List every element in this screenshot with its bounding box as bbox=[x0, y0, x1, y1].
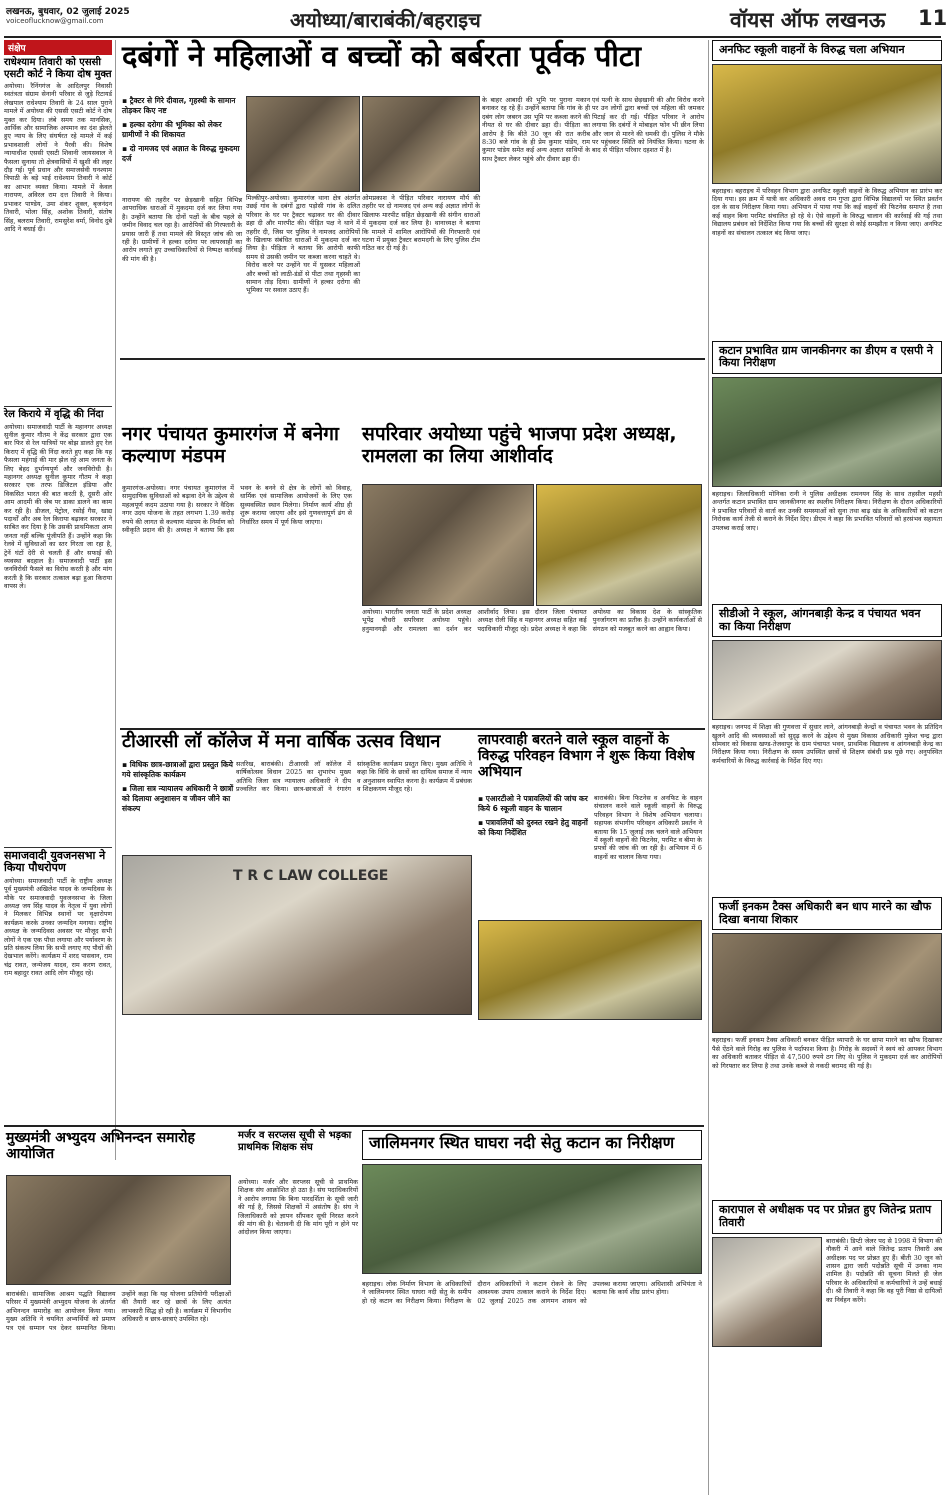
masthead: वॉयस ऑफ लखनऊ bbox=[730, 8, 886, 32]
mid2-body: अयोध्या। भारतीय जनता पार्टी के प्रदेश अध्यक्ष भूपेंद्र चौधरी सपरिवार अयोध्या पहुंचे। हनुमानगढ़ी और रामलला का दर्शन कर आशीर्वाद लिया। इस दौरान जिला पंचायत अध्यक्ष रोली सिंह व महानगर अध्यक्ष सहित कई पदाधिकारी मौजूद रहे। प्रदेश अध्यक्ष ने कहा कि अयोध्या का विकास देश के सांस्कृतिक पुनर्जागरण का प्रतीक है। उन्होंने कार्यकर्ताओं से संगठन को मजबूत करने का आह्वान किया। bbox=[362, 608, 705, 633]
mid4-bullet: ▪ एआरटीओ ने पत्रावलियों की जांच कर किये 6 स्कूली वाहन के चालान bbox=[478, 794, 588, 813]
lead-bullet: ▪ ट्रैक्टर से गिरे दीवाल, गृहस्थी के सामान तोड़कर किए नष्ट bbox=[122, 96, 236, 115]
email-address: voiceoflucknow@gmail.com bbox=[6, 17, 104, 25]
school-vehicle-photo bbox=[712, 64, 942, 184]
brief-2-title: रेल किराये में वृद्धि की निंदा bbox=[4, 406, 112, 421]
section-banner: अयोध्या/बाराबंकी/बहराइच bbox=[290, 8, 481, 32]
right-story-5-body: बाराबंकी। डिप्टी जेलर पद से 1998 में विभाग की नौकरी में आने वाले जितेन्द्र प्रताप तिवारी अब अधीक्षक पद पर प्रोन्नत हुए हैं। बीती 30 जून को शासन द्वारा जारी पदोन्नति सूची में उनका नाम शामिल है। पदोन्नति की सूचना मिलते ही जेल परिवार के अधिकारियों व कर्मचारियों ने उन्हें बधाई दी। श्री तिवारी ने कहा कि वह पूरी निष्ठा से दायित्वों का निर्वहन करेंगे। bbox=[826, 1236, 945, 1304]
mid4-bullet: ▪ पत्रावलियों को दुरुस्त रखने हेतु वाहनों को किया निर्देशित bbox=[478, 818, 588, 837]
law-college-photo bbox=[122, 855, 472, 1015]
right-story-4-body: बहराइच। फर्जी इनकम टैक्स अधिकारी बनकर पीड़ित व्यापारी के घर छापा मारने का खौफ दिखाकर पैसे ऐंठने वाले गिरोह का पुलिस ने पर्दाफाश किया है। गिरोह के सदस्यों ने स्वयं को आयकर विभाग का अधिकारी बताकर पीड़ित से 47,500 रुपये ठग लिए थे। पुलिस ने मुकदमा दर्ज कर आरोपियों को गिरफ्तार कर लिया है तथा उनके कब्जे से नकदी बरामद की गई है। bbox=[712, 1036, 945, 1070]
lead-body-4: एवं पत्नी के साथ छेड़खानी की और विरोध करने पर उन लोगों द्वारा बच्चों एवं महिला की जमकर पिटाई कर दी गई। पीड़ित परिवार ने आरोप लगाया कि दबंगों ने मोबाइल फोन भी छीन लिया और जान से मारने की धमकी दी। पुलिस ने मौके पर पहुंचकर स्थिति को नियंत्रित किया। घटना के बाद से पीड़ित परिवार दहशत में है। bbox=[592, 96, 707, 155]
brief-1-title: राधेश्याम तिवारी को एससी एसटी कोर्ट ने किया दोष मुक्त bbox=[4, 57, 112, 80]
mid4-bullets bbox=[478, 794, 590, 874]
mid3-bullet: ▪ जिला सत्र न्यायालय अधिकारी ने छात्रों को दिलाया अनुशासन व जीवन जीने का संकल्प bbox=[122, 784, 234, 813]
bullet-text: ट्रैक्टर से गिरे दीवाल, गृहस्थी के सामान तोड़कर किए नष्ट bbox=[122, 96, 236, 115]
right-story-1-title: अनफिट स्कूली वाहनों के विरुद्ध चला अभियान bbox=[712, 40, 942, 61]
right-story-2-body: बहराइच। जिलाधिकारी मोनिका रानी ने पुलिस अधीक्षक रामनयन सिंह के साथ तहसील महसी अन्तर्गत कटान प्रभावित ग्राम जानकीनगर का स्थलीय निरीक्षण किया। निरीक्षण के दौरान अधिकारियों ने प्रभावित परिवारों से वार्ता कर उनकी समस्याओं को सुना तथा बाढ़ खंड के अधिकारियों को कटान निरोधक कार्य तेजी से कराने के निर्देश दिए। डीएम ने कहा कि प्रभावित परिवारों को हरसंभव सहायता उपलब्ध कराई जाए। bbox=[712, 489, 945, 532]
lead-body-2: ओमप्रकाश ने पीड़ित परिवार नारायण मौर्य की तहरीर पर दो नामजद एवं अन्य कई अज्ञात लोगों के खिलाफ मारपीट सहित छेड़खानी की संगीन धाराओं में मुकदमा दर्ज कर लिया है। थानाध्यक्ष ने बताया कि मामले में शामिल आरोपियों की गिरफ्तारी एवं घटना में प्रयुक्त ट्रैक्टर बरामदगी के लिए पुलिस टीम गठित कर दी गई है। bbox=[362, 194, 483, 253]
col-divider bbox=[708, 40, 709, 1495]
lead-bullets bbox=[122, 96, 242, 186]
col-divider bbox=[115, 40, 116, 1160]
lead-body-5: नारायण की तहरीर पर छेड़खानी सहित विभिन्न आपराधिक धाराओं में मुकदमा दर्ज कर लिया गया है। उन्होंने बताया कि दोनों पक्षों के बीच पहले से जमीन विवाद चल रहा है। आरोपियों की गिरफ्तारी के प्रयास जारी हैं तथा मामले की विस्तृत जांच की जा रही है। ग्रामीणों ने हल्का दरोगा पर लापरवाही का आरोप लगाते हुए उच्चाधिकारियों से निष्पक्ष कार्रवाई की मांग की है। bbox=[122, 196, 245, 263]
bottom3-headline: जालिमनगर स्थित घाघरा नदी सेतु कटान का निरीक्षण bbox=[362, 1130, 702, 1160]
lead-bullet: ▪ हल्का दरोगा की भूमिका को लेकर ग्रामीणों ने की शिकायत bbox=[122, 120, 222, 139]
mid2-photo-temple bbox=[362, 484, 534, 606]
mid1-headline: नगर पंचायत कुमारगंज में बनेगा कल्याण मंडपम bbox=[122, 423, 339, 467]
mid4-headline: लापरवाही बरतने वाले स्कूल वाहनों के विरुद्ध परिवहन विभाग ने शुरू किया विशेष अभियान bbox=[478, 732, 695, 781]
mid3-bullets bbox=[122, 760, 234, 850]
row-rule bbox=[4, 1125, 704, 1127]
right-story-2-title: कटान प्रभावित ग्राम जानकीनगर का डीएम व एसपी ने किया निरीक्षण bbox=[712, 341, 942, 374]
row-rule bbox=[120, 358, 705, 360]
mid4-body: बाराबंकी। बिना फिटनेस व अनफिट के वाहन संचालन करने वाले स्कूली वाहनों के विरुद्ध परिवहन विभाग ने विशेष अभियान चलाया। सहायक संभागीय परिवहन अधिकारी प्रवर्तन ने बताया कि 15 जुलाई तक चलने वाले अभियान में स्कूली वाहनों की फिटनेस, परमिट व बीमा के प्रपत्रों की जांच की जा रही है। अभियान में 6 वाहनों का चालान किया गया। bbox=[594, 794, 705, 861]
page-number: 11 bbox=[918, 6, 947, 30]
bullet-text: हल्का दरोगा की भूमिका को लेकर ग्रामीणों ने की शिकायत bbox=[122, 120, 222, 139]
brief-2-body: अयोध्या। समाजवादी पार्टी के महानगर अध्यक्ष सुनील कुमार गौतम ने केंद्र सरकार द्वारा एक बार फिर से रेल यात्रियों पर बोझ डालते हुए रेल किराए में वृद्धि की निंदा करते हुए कहा कि यह फैसला महंगाई की मार झेल रहे आम जनता के लिए बेहद दुर्भाग्यपूर्ण और जनविरोधी है। महानगर अध्यक्ष सुनील कुमार गौतम ने कहा सरकार एक तरफ डिजिटल इंडिया और विकसित भारत की बात करती है, दूसरी ओर आम आदमी की जेब पर डाका डालने का काम कर रही है। डीजल, पेट्रोल, रसोई गैस, खाद्य पदार्थों और अब रेल किराया बढ़ाकर सरकार ने साबित कर दिया है कि उसकी प्राथमिकता आम जनता नहीं बल्कि पूंजीपति हैं। उन्होंने कहा कि रेलवे में सुविधाओं का स्तर गिरता जा रहा है, ट्रेनें घंटों देरी से चलती हैं और सफाई की व्यवस्था बदहाल है। समाजवादी पार्टी इस जनविरोधी फैसले का विरोध करती है और मांग करती है कि सरकार तत्काल बढ़ा हुआ किराया वापस ले। bbox=[4, 422, 115, 591]
mid2-photo-group bbox=[536, 484, 702, 606]
bottom2-body: अयोध्या। मर्जर और सरप्लस सूची से प्राथमिक शिक्षक संघ आक्रोशित हो उठा है। संघ पदाधिकारियों ने आरोप लगाया कि बिना पारदर्शिता के सूची जारी की गई है, जिससे शिक्षकों में असंतोष है। संघ ने जिलाधिकारी को ज्ञापन सौंपकर सूची निरस्त करने की मांग की है। चेतावनी दी कि मांग पूरी न होने पर आंदोलन किया जाएगा। bbox=[238, 1178, 361, 1237]
lead-body-3: के बाहर आबादी की भूमि पर पुराना मकान बनाकर रह रहे हैं। उन्होंने बताया कि गांव के ही दबंग लोग जबरन उस भूमि पर कब्जा करने की नीयत से घर की दीवार ढहा दी। पीड़िता का आरोप है कि बीते 30 जून की रात करीब 8:30 बजे गांव के ही प्रेम कुमार पांडेय, राम कुमार पांडेय समेत कई अन्य अज्ञात साथियों के साथ ट्रैक्टर लेकर पहुंचे और दीवार ढहा दी। bbox=[482, 96, 593, 163]
mid2-headline: सपरिवार अयोध्या पहुंचे भाजपा प्रदेश अध्यक्ष, रामलला का लिया आशीर्वाद bbox=[362, 423, 677, 467]
bullet-text: जिला सत्र न्यायालय अधिकारी ने छात्रों को दिलाया अनुशासन व जीवन जीने का संकल्प bbox=[122, 784, 234, 813]
bottom1-headline: मुख्यमंत्री अभ्युदय अभिनन्दन समारोह आयोजित bbox=[6, 1130, 195, 1163]
brief-3-title: समाजवादी युवजनसभा ने किया पौधरोपण bbox=[4, 847, 112, 875]
bridge-inspection-photo bbox=[362, 1164, 702, 1274]
brief-1-body: अयोध्या। रैनिंगगंज के आदिलपुर निवासी स्वतंत्रता संग्राम सेनानी परिवार से जुड़े रिटायर्ड लेखपाल राधेश्याम तिवारी के 24 साल पुराने मामले में अयोध्या की एससी एसटी कोर्ट ने दोष मुक्त कर दिया। लंबे समय तक मानसिक, आर्थिक और सामाजिक अपमान का दंश झेलते हुए न्याय के लिए संघर्षरत रहे मामले में कई प्रभावशाली लोगों ने पैरवी की। विशेष न्यायाधीश एससी एसटी शिवानी जायसवाल ने फैसला सुनाया तो क्षेत्रवासियों में खुशी की लहर दौड़ गई। पूर्व प्रधान और समाजसेवी घनश्याम त्रिपाठी के बड़े भाई राधेश्याम तिवारी ने कोर्ट का आभार व्यक्त किया। मामले में केवल नारायण, अविरल राम दत्त तिवारी ने किया। प्रभाकर पाण्डेय, उमा शंकर शुक्ल, बृजनंदन तिवारी, भोला सिंह, अशोक तिवारी, संतोष सिंह, बलराम तिवारी, रामसुरेश वर्मा, विनोद दुबे आदि ने बधाई दी। bbox=[4, 82, 115, 233]
bullet-text: पत्रावलियों को दुरुस्त रखने हेतु वाहनों को किया निर्देशित bbox=[478, 818, 588, 837]
bullet-text: एआरटीओ ने पत्रावलियों की जांच कर किये 6 स्कूली वाहन के चालान bbox=[478, 794, 588, 813]
erosion-site-photo bbox=[712, 377, 942, 487]
right-story-3-title: सीडीओ ने स्कूल, आंगनबाड़ी केन्द्र व पंचायत भवन का किया निरीक्षण bbox=[712, 604, 942, 637]
school-bus-photo bbox=[478, 920, 702, 1020]
photo-banner-text: T R C LAW COLLEGE bbox=[233, 868, 389, 884]
mid1-body: कुमारगंज-अयोध्या। नगर पंचायत कुमारगंज में सामुदायिक सुविधाओं को बढ़ावा देने के उद्देश्य से महत्वपूर्ण कदम उठाया गया है। सरकार ने वैदिक नगर उदय योजना के तहत लगभग 1.39 करोड़ रुपये की लागत से कल्याण मंडपम के निर्माण को स्वीकृति प्रदान की है। अध्यक्ष ने बताया कि इस भवन के बनने से क्षेत्र के लोगों को विवाह, धार्मिक एवं सामाजिक आयोजनों के लिए एक सुव्यवस्थित स्थान मिलेगा। निर्माण कार्य शीघ्र ही शुरू कराया जाएगा और इसे गुणवत्तापूर्ण ढंग से निर्धारित समय में पूर्ण किया जाएगा। bbox=[122, 484, 355, 535]
lead-photo-2 bbox=[362, 96, 480, 192]
header-rule bbox=[4, 36, 941, 38]
mid3-body: सतरिख, बाराबंकी। टीआरसी लॉ कॉलेज में वार्षिकोत्सव विधान 2025 का शुभारंभ मुख्य अतिथि जिला सत्र न्यायालय अधिकारी ने दीप प्रज्वलित कर किया। छात्र-छात्राओं ने रंगारंग सांस्कृतिक कार्यक्रम प्रस्तुत किए। मुख्य अतिथि ने कहा कि विधि के छात्रों का दायित्व समाज में न्याय व अनुशासन स्थापित करना है। कार्यक्रम में प्रबंधक व शिक्षकगण मौजूद रहे। bbox=[236, 760, 475, 794]
lead-headline: दबंगों ने महिलाओं व बच्चों को बर्बरता पूर्वक पीटा bbox=[122, 39, 642, 73]
brief-label: संक्षेप bbox=[4, 40, 112, 55]
bottom2-headline: मर्जर व सरप्लस सूची से भड़का प्राथमिक शिक्षक संघ bbox=[238, 1130, 352, 1153]
bottom3-body: बहराइच। लोक निर्माण विभाग के अधिकारियों ने जालिमनगर स्थित घाघरा नदी सेतु के समीप हो रहे कटान का निरीक्षण किया। निरीक्षण के दौरान अधिकारियों ने कटान रोकने के लिए आवश्यक उपाय तत्काल कराने के निर्देश दिए। 02 जुलाई 2025 तक आगमन शासन को उपलब्ध कराया जाएगा। अधिशासी अभियंता ने बताया कि कार्य शीघ्र प्रारंभ होगा। bbox=[362, 1280, 705, 1305]
bullet-text: दो नामजद एवं अज्ञात के विरुद्ध मुकदमा दर्ज bbox=[122, 144, 240, 163]
right-column bbox=[712, 40, 945, 1495]
bottom1-photo bbox=[6, 1175, 231, 1285]
officer-photo bbox=[712, 1237, 822, 1347]
right-story-4-title: फर्जी इनकम टैक्स अधिकारी बन धाप मारने का खौफ दिखा बनाया शिकार bbox=[712, 897, 942, 930]
lead-photo-1 bbox=[246, 96, 360, 192]
issue-date: लखनऊ, बुधवार, 02 जुलाई 2025 bbox=[6, 7, 130, 17]
right-story-1-body: बहराइच। बहराइच में परिवहन विभाग द्वारा अनफिट स्कूली वाहनों के विरुद्ध अभियान का प्रारंभ कर दिया गया। इस क्रम में यात्री कर अधिकारी अवध राम गुप्ता द्वारा विभिन्न विद्यालयों पर स्थित प्रवर्तन दल के साथ निरीक्षण किया गया। अभियान में पाया गया कि कई वाहनों की फिटनेस समाप्त है तथा कई वाहन बिना परमिट संचालित हो रहे थे। ऐसे वाहनों के विरुद्ध चालान की कार्रवाई की गई तथा विद्यालय प्रबंधन को निर्देशित किया गया कि बच्चों की सुरक्षा से कोई समझौता न किया जाए। अनफिट वाहनों का संचालन तत्काल बंद किया जाए। bbox=[712, 186, 945, 237]
right-story-3-body: बहराइच। जनपद में शिक्षा की गुणवत्ता में सुधार लाने, आंगनबाड़ी केन्द्रों व पंचायत भवन के प्रतिदिन खुलने आदि की व्यवस्थाओं को सुदृढ़ करने के उद्देश्य से मुख्य विकास अधिकारी मुकेश चन्द्र द्वारा सोमवार को विकास खण्ड-तेजवापुर के ग्राम पंचायत भवन, प्राथमिक विद्यालय व आंगनबाड़ी केन्द्र का निरीक्षण किया गया। निरीक्षण के समय उपस्थित छात्रों से शिक्षण संबंधी प्रश्न पूछे गए। अनुपस्थित कर्मचारियों के विरुद्ध कार्रवाई के निर्देश दिए गए। bbox=[712, 723, 945, 765]
lead-body-1: मिल्कीपुर-अयोध्या। कुमारगंज थाना क्षेत्र अंतर्गत उछई गांव के दबंगों द्वारा पड़ोसी गांव के दलित परिवार के घर पर ट्रैक्टर चढ़ाकर घर की दीवार ढहा दी और मारपीट की। पीड़ित पक्ष ने थाने में तहरीर दी, जिस पर पुलिस ने नामजद आरोपियों के खिलाफ संबंधित धाराओं में मुकदमा दर्ज कर लिया है। पीड़िता ने बताया कि आरोपी काफी समय से उसकी जमीन पर कब्जा करना चाहते थे। विरोध करने पर उन्होंने घर में घुसकर महिलाओं और बच्चों को लाठी-डंडों से पीटा तथा गृहस्थी का सामान तोड़ दिया। ग्रामीणों ने हल्का दरोगा की भूमिका पर सवाल उठाए हैं। bbox=[246, 194, 363, 295]
right-story-5-title: कारापाल से अधीक्षक पद पर प्रोन्नत हुए जितेन्द्र प्रताप तिवारी bbox=[712, 1200, 942, 1233]
bullet-text: विधिक छात्र-छात्राओं द्वारा प्रस्तुत किये गये सांस्कृतिक कार्यक्रम bbox=[122, 760, 234, 779]
lead-bullet: ▪ दो नामजद एवं अज्ञात के विरुद्ध मुकदमा दर्ज bbox=[122, 144, 240, 163]
row-rule bbox=[120, 728, 705, 730]
brief-3-body: अयोध्या। समाजवादी पार्टी के राष्ट्रीय अध्यक्ष पूर्व मुख्यमंत्री अखिलेश यादव के जन्मदिवस के मौके पर समाजवादी युवजनसभा के जिला अध्यक्ष जय सिंह यादव के नेतृत्व में युवा लोगों ने मिलकर विभिन्न स्थानों पर वृक्षारोपण कार्यक्रम करके उनका जन्मदिन मनाया। राष्ट्रीय अध्यक्ष के जन्मदिवस अवसर पर मौजूद सभी लोगों ने एक एक पौधा लगाया और पर्यावरण के प्रति संकल्प लिया कि सभी लगाए गए पौधों की देखभाल करेंगे। कार्यक्रम में शरद पासवान, राम चंद्र रावत, जन्मेजय यादव, राम करण रावत, राम बहादुर रावत आदि लोग मौजूद रहे। bbox=[4, 876, 115, 978]
bottom1-body: बाराबंकी। सामाजिक आश्रम पद्धति विद्यालय परिसर में मुख्यमंत्री अभ्युदय योजना के अंतर्गत अभिनन्दन समारोह का आयोजन किया गया। मुख्य अतिथि ने चयनित अभ्यर्थियों को प्रमाण पत्र एवं सम्मान पत्र देकर सम्मानित किया। उन्होंने कहा कि यह योजना प्रतियोगी परीक्षाओं की तैयारी कर रहे छात्रों के लिए अत्यंत लाभकारी सिद्ध हो रही है। कार्यक्रम में विभागीय अधिकारी व छात्र-छात्राएं उपस्थित रहे। bbox=[6, 1290, 234, 1332]
mid3-bullet: ▪ विधिक छात्र-छात्राओं द्वारा प्रस्तुत किये गये सांस्कृतिक कार्यक्रम bbox=[122, 760, 234, 779]
inspection-photo bbox=[712, 640, 942, 720]
header-dateline bbox=[6, 4, 146, 28]
mid3-headline: टीआरसी लॉ कॉलेज में मना वार्षिक उत्सव विधान bbox=[122, 731, 441, 752]
arrest-photo bbox=[712, 933, 942, 1033]
